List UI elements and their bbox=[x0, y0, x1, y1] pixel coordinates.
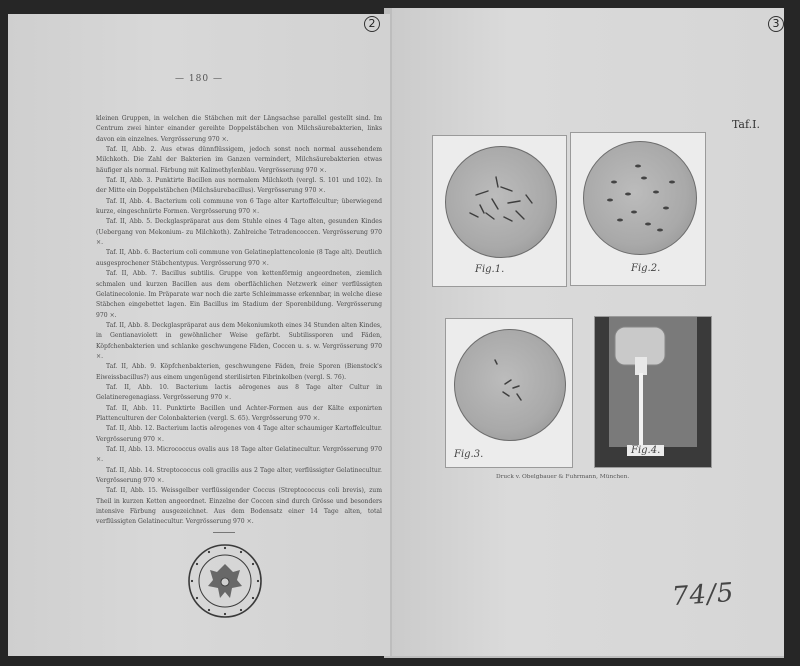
figure-2-label: Fig.2. bbox=[631, 263, 661, 274]
micrograph-3 bbox=[454, 329, 566, 441]
paragraph-6: Taf. II, Abb. 7. Bacillus subtilis. Gruppe von kettenförmig angeordneten, ziemlich schmalen und kurzen Bacillen aus dem oberflächlichen Netzwerk einer verflüssigten Gelatinecolonie. Im Präparate war noch die zarte Schleimmasse erkennbar, in welche diese Stäbchen eingebettet lagen. Ein Bacillus im Stadium der Sporenbildung. Vergrösserung 970 ×. bbox=[96, 270, 382, 319]
figure-4-photo bbox=[594, 316, 712, 468]
test-tube-image bbox=[595, 317, 711, 447]
figure-4-label: Fig.4. bbox=[627, 445, 664, 456]
corner-number-left: 2 bbox=[364, 16, 380, 32]
paragraph-3: Taf. II, Abb. 4. Bacterium coli commune von 6 Tage alter Kartoffelcultur; überwiegend kurze, eingeschnürte Formen. Vergrösserung 970 ×. bbox=[96, 197, 382, 216]
paragraph-12: Taf. II, Abb. 13. Micrococcus ovalis aus 18 Tage alter Gelatinecultur. Vergrösserung 970 ×. bbox=[96, 446, 382, 464]
left-page bbox=[8, 14, 390, 656]
figure-1-photo bbox=[432, 135, 567, 287]
figure-3-label: Fig.3. bbox=[454, 449, 484, 460]
corner-number-right: 3 bbox=[768, 16, 784, 32]
library-stamp bbox=[186, 542, 264, 620]
handwritten-shelfmark: 74/5 bbox=[671, 577, 736, 613]
paragraph-10: Taf. II, Abb. 11. Punktirte Bacillen und Achter-Formen aus der Kälte exponirten Plattenculturen der Colonbakterien (vergl. S. 65). Vergrösserung 970 ×. bbox=[96, 404, 382, 422]
separator-rule bbox=[213, 532, 235, 533]
figure-3-photo bbox=[445, 318, 573, 468]
paragraph-5: Taf. II, Abb. 6. Bacterium coli commune von Gelatineplattencolonie (8 Tage alt). Deutlich ausgesprochener Stäbchentypus. Vergrösserung 970 ×. bbox=[96, 249, 382, 267]
plate-title: Taf.I. bbox=[731, 118, 760, 131]
micrograph-1 bbox=[445, 146, 557, 258]
paragraph-2: Taf. II, Abb. 3. Punktirte Bacillen aus normalem Milchkoth (vergl. S. 101 und 102). In der Mitte ein Doppelstäbchen (Milchsäurebacillus). Vergrösserung 970 ×. bbox=[96, 177, 382, 195]
page-number: — 180 — bbox=[175, 74, 223, 84]
printer-credit: Druck v. Obelgbauer & Fuhrmann, München. bbox=[496, 474, 630, 480]
figure-1-label: Fig.1. bbox=[475, 264, 505, 275]
paragraph-14: Taf. II, Abb. 15. Weissgelber verflüssigender Coccus (Streptococcus coli brevis), zum Theil in kurzen Ketten angeordnet. Einzelne der Coccen sind durch Grösse und besonders intensive Färbung ausgezeichnet. Aus dem Bodensatz einer 14 Tage alten, total verflüssigten Gelatinecultur. Vergrösserung 970 ×. bbox=[96, 487, 382, 526]
paragraph-7: Taf. II, Abb. 8. Deckglaspräparat aus dem Mekoniumkoth eines 34 Stunden alten Kindes, in Gentianaviolett in gewöhnlicher Weise gefärbt. Subtilissporen und Fäden, Köpfchenbakterien und schlanke geschwungene Fäden, Coccen u. s. w. Vergrösserung 970 ×. bbox=[96, 321, 382, 360]
paragraph-0: kleinen Gruppen, in welchen die Stäbchen mit der Längsachse parallel gestellt sind. Im Centrum zwei hinter einander gereihte Doppelstäbchen von Milchsäurebakterien, links davon ein einzelnes. Vergrösserung 970 ×. bbox=[96, 115, 382, 143]
paragraph-11: Taf. II, Abb. 12. Bacterium lactis aërogenes von 4 Tage alter schaumiger Kartoffelcultur. Vergrösserung 970 ×. bbox=[96, 425, 382, 443]
paragraph-13: Taf. II, Abb. 14. Streptococcus coli gracilis aus 2 Tage alter, verflüssigter Gelatinecultur. Vergrösserung 970 ×. bbox=[96, 466, 382, 485]
paragraph-1: Taf. II, Abb. 2. Aus etwas dünnflüssigem, jedoch sonst noch normal aussehendem Milchkoth. Die Zahl der Bakterien im Ganzen vermindert, Milchsäurebakterien etwas häufiger als normal. Färbung mit Kalimethylenblau. Vergrösserung 970 ×. bbox=[96, 146, 382, 174]
paragraph-4: Taf. II, Abb. 5. Deckglaspräparat aus dem Stuhle eines 4 Tage alten, gesunden Kindes (Uebergang von Mekonium- zu Milchkoth). Zahlreiche Tetradencoccen. Vergrösserung 970 ×. bbox=[96, 218, 382, 247]
micrograph-2 bbox=[583, 141, 697, 255]
body-text bbox=[96, 114, 382, 528]
paragraph-9: Taf. II, Abb. 10. Bacterium lactis aërogenes aus 8 Tage alter Cultur in Gelatineregenagiass. Vergrösserung 970 ×. bbox=[96, 383, 382, 402]
figure-2-photo bbox=[570, 132, 706, 286]
paragraph-8: Taf. II, Abb. 9. Köpfchenbakterien, geschwungene Fäden, freie Sporen (Bienstock's Eiweissbacillus?) aus einem ungenügend sterilisirten Fibrinkolben (vergl. S. 76). bbox=[96, 363, 382, 381]
